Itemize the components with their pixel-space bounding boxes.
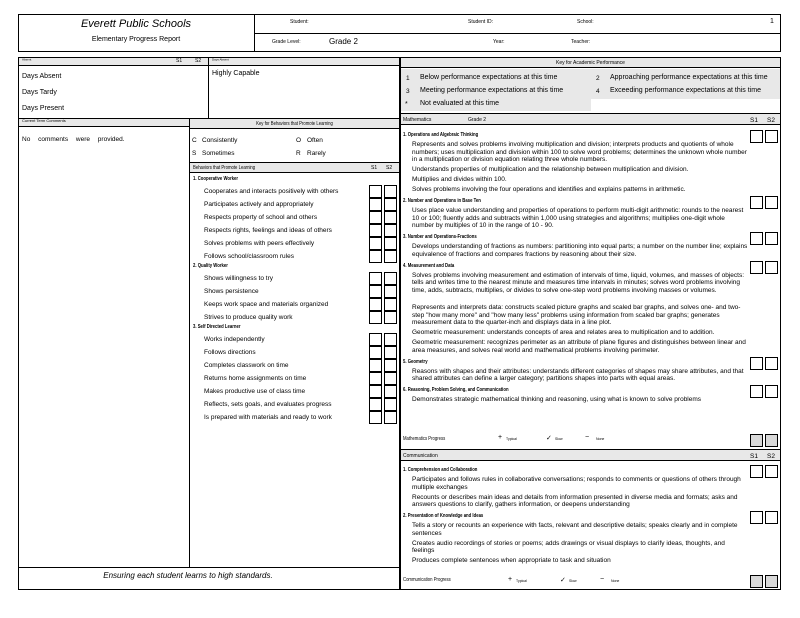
behavior-s2-box: [384, 250, 397, 263]
math-section-title: 1. Operations and Algebraic Thinking: [403, 132, 479, 138]
key-text-c: Consistently: [202, 137, 238, 144]
comm-s2-box: [765, 511, 778, 524]
behavior-s1-box: [369, 411, 382, 424]
key-perf-code-2: 2: [596, 75, 600, 82]
behavior-s2-box: [384, 272, 397, 285]
comm-standard: Produces complete sentences when appropriate to task and situation: [412, 557, 611, 564]
math-standard: Solves problems involving measurement and estimation of intervals of time, liquid, volumes, and masses of objects: tells and writes time to the nearest minute and measures time intervals in minutes; solves word problems involving time, adds, subtracts, multiplies, or divides to solve one-step word problems involving masses or volumes.: [412, 271, 745, 294]
behavior-item: Respects rights, feelings and ideas of others: [204, 227, 332, 234]
page-number: 1: [770, 18, 774, 25]
comm-standard: Participates and follows rules in collaborative conversations; responds to comments or questions of others through multiple exchanges: [412, 476, 741, 491]
key-behaviors-title: Key for Behaviors that Promote Learning: [256, 121, 333, 127]
math-s1-box: [750, 385, 763, 398]
math-s2-box: [765, 232, 778, 245]
behavior-s1-box: [369, 311, 382, 324]
behavior-s2-box: [384, 211, 397, 224]
math-standard: Represents and solves problems involving multiplication and division; interprets products and quotients of whole numbers; uses multiplication and division within 100 to solve word problems; determines the unknown whole number in a multiplication or division equation relating three whole numbers.: [412, 141, 747, 163]
behavior-group-title: 2. Quality Worker: [193, 263, 228, 269]
comm-standard: Tells a story or recounts an experience with facts, relevant and descriptive details; speaks clearly and in complete sentences: [412, 522, 738, 537]
key-text-r: Rarely: [307, 150, 326, 157]
behavior-s2-box: [384, 285, 397, 298]
behavior-s2-box: [384, 185, 397, 198]
behavior-item: Returns home assignments on time: [204, 375, 307, 382]
key-code-s: S: [192, 150, 197, 157]
comm-key-slow-symbol: ✓: [560, 577, 566, 584]
behavior-item: Completes classwork on time: [204, 362, 289, 369]
key-performance-title: Key for Academic Performance: [556, 60, 625, 66]
comm-section-title: 2. Presentation of Knowledge and Ideas: [403, 513, 484, 519]
key-perf-text-4: Exceeding performance expectations at this time: [610, 87, 761, 94]
behavior-item: Makes productive use of class time: [204, 388, 306, 395]
math-standard: Demonstrates strategic mathematical thinking and reasoning, using what is known to solve problems: [412, 396, 702, 403]
math-standard: Develops understanding of fractions as numbers: partitioning into equal parts; a number on the number line; explains equivalence of fractions and compares fractions by reasoning about their size.: [412, 243, 748, 258]
key-perf-code-1: 1: [406, 75, 410, 82]
math-s1-box: [750, 261, 763, 274]
behavior-s1-box: [369, 298, 382, 311]
math-standard: Represents and interprets data: constructs scaled picture graphs and scaled bar graphs, and solves one- and two-step "how many more" and "how many less" problems using information from scaled bar graphs; generates measurement data to the quarter-inch and displays data in a line plot.: [412, 304, 741, 326]
math-s2-box: [765, 385, 778, 398]
comments-title: Current Term Comments: [22, 119, 66, 124]
behavior-item: Participates actively and appropriately: [204, 201, 314, 208]
comm-s2-box: [765, 465, 778, 478]
comm-key-none-symbol: −: [600, 576, 605, 583]
days-present-label: Days Present: [22, 105, 65, 112]
key-perf-text-2: Approaching performance expectations at this time: [610, 74, 768, 81]
math-title: Mathematics: [403, 117, 432, 123]
math-progress-label: Mathematics Progress: [403, 436, 446, 442]
behavior-s1-box: [369, 211, 382, 224]
behavior-s2-box: [384, 359, 397, 372]
math-s1-box: [750, 357, 763, 370]
key-code-o: O: [296, 137, 302, 144]
math-progress-s1: [750, 434, 763, 447]
behavior-s1-box: [369, 359, 382, 372]
key-perf-text-star: Not evaluated at this time: [420, 100, 499, 107]
attendance-header: Absent: [22, 58, 32, 62]
math-section-title: 4. Measurement and Data: [403, 262, 455, 269]
math-s2-box: [765, 130, 778, 143]
behavior-item: Is prepared with materials and ready to work: [204, 414, 332, 421]
behaviors-s1: S1: [371, 165, 378, 171]
days-tardy-label: Days Tardy: [22, 89, 57, 96]
comm-title: Communication: [403, 453, 438, 459]
behavior-item: Shows persistence: [204, 288, 259, 295]
math-key-none-symbol: −: [585, 434, 590, 441]
math-key-none: None: [596, 437, 605, 441]
math-key-typical-symbol: +: [498, 434, 503, 441]
behavior-s2-box: [384, 385, 397, 398]
comm-key-typical-symbol: +: [508, 576, 513, 583]
behavior-item: Works independently: [204, 336, 265, 343]
math-standard: Multiplies and divides within 100.: [412, 176, 507, 183]
comm-standard: Creates audio recordings of stories or poems; adds drawings or visual displays to clarify ideas, thoughts, and feelings: [412, 539, 725, 554]
key-text-o: Often: [307, 137, 323, 144]
comm-progress-s2: [765, 575, 778, 588]
behavior-s2-box: [384, 333, 397, 346]
behaviors-title: Behaviors that Promote Learning: [193, 165, 256, 171]
math-standard: Geometric measurement: understands concepts of area and relates area to multiplication and to addition.: [412, 329, 715, 336]
math-key-slow: Slow: [555, 437, 563, 441]
behavior-item: Follows directions: [204, 349, 256, 356]
comm-s1: S1: [750, 453, 758, 460]
behavior-s2-box: [384, 237, 397, 250]
behaviors-s2: S2: [386, 165, 393, 171]
school-name: Everett Public Schools: [80, 18, 192, 30]
behavior-s2-box: [384, 398, 397, 411]
attendance-s2: S2: [195, 58, 202, 64]
behavior-s2-box: [384, 411, 397, 424]
behavior-s1-box: [369, 198, 382, 211]
math-standard: Uses place value understanding and properties of operations to perform multi-digit arithmetic: rounds to the nearest 10 or 100; fluently adds and subtracts within 1,000 using strategies and algorithms; multiplies one-digit whole number by multiples of 10 in the range of 10 - 90.: [412, 207, 744, 229]
behavior-s2-box: [384, 298, 397, 311]
math-standard: Geometric measurement: recognizes perimeter as an attribute of plane figures and distinguishes between linear and area measures, and solves real world and mathematical problems involving perimeter.: [412, 339, 746, 354]
comm-s1-box: [750, 511, 763, 524]
grade-level-label: Grade Level:: [272, 39, 301, 45]
program-value: Highly Capable: [212, 70, 260, 77]
math-section-title: 2. Number and Operations in Base Ten: [403, 198, 481, 204]
behavior-s2-box: [384, 224, 397, 237]
comm-key-none: None: [611, 579, 620, 583]
math-s1-box: [750, 232, 763, 245]
behavior-item: Shows willingness to try: [204, 275, 273, 282]
comm-progress-label: Communication Progress: [403, 577, 451, 583]
report-title: Elementary Progress Report: [91, 36, 181, 43]
math-s1-box: [750, 130, 763, 143]
key-code-c: C: [192, 137, 197, 144]
behavior-s1-box: [369, 333, 382, 346]
math-s2-box: [765, 357, 778, 370]
behavior-item: Keeps work space and materials organized: [204, 301, 329, 308]
key-text-s: Sometimes: [202, 150, 235, 157]
comments-text: No comments were provided.: [22, 136, 125, 143]
math-s2-box: [765, 196, 778, 209]
key-perf-code-3: 3: [406, 88, 410, 95]
math-standard: Understands properties of multiplication and the relationship between multiplication and division.: [412, 166, 689, 173]
behavior-s1-box: [369, 272, 382, 285]
math-standard: Reasons with shapes and their attributes: understands different categories of shapes may share attributes, and that shared attributes can define a larger category; partitions shapes into parts with equal areas.: [412, 367, 744, 382]
math-grade: Grade 2: [468, 117, 487, 123]
comm-s1-box: [750, 465, 763, 478]
behavior-item: Cooperates and interacts positively with others: [204, 188, 339, 195]
math-section-title: 6. Reasoning, Problem Solving, and Communication: [403, 387, 509, 393]
attendance-s1: S1: [176, 58, 183, 64]
behavior-group-title: 1. Cooperative Worker: [193, 176, 239, 182]
behavior-s1-box: [369, 185, 382, 198]
behavior-item: Follows school/classroom rules: [204, 253, 294, 260]
math-progress-s2: [765, 434, 778, 447]
math-standard: Solves problems involving the four operations and identifies and explains patterns in arithmetic.: [412, 186, 686, 193]
comm-section-title: 1. Comprehension and Collaboration: [403, 467, 478, 473]
math-key-typical: Typical: [506, 437, 517, 441]
key-perf-text-1: Below performance expectations at this time: [420, 74, 558, 81]
comm-s2: S2: [767, 453, 775, 460]
behavior-item: Solves problems with peers effectively: [204, 240, 315, 247]
key-code-r: R: [296, 150, 301, 157]
behavior-s1-box: [369, 237, 382, 250]
behavior-s1-box: [369, 398, 382, 411]
comm-progress-s1: [750, 575, 763, 588]
behavior-item: Reflects, sets goals, and evaluates progress: [204, 401, 332, 408]
behavior-s1-box: [369, 372, 382, 385]
math-section-title: 3. Number and Operations-Fractions: [403, 234, 477, 240]
behavior-item: Respects property of school and others: [204, 214, 318, 221]
behavior-s1-box: [369, 285, 382, 298]
math-key-slow-symbol: ✓: [546, 435, 552, 442]
behavior-item: Strives to produce quality work: [204, 314, 293, 321]
behavior-s1-box: [369, 346, 382, 359]
key-perf-code-star: *: [405, 101, 408, 108]
grade-value: Grade 2: [329, 37, 358, 46]
math-section-title: 5. Geometry: [403, 358, 428, 365]
footer-motto: Ensuring each student learns to high standards.: [103, 571, 273, 580]
math-s1-box: [750, 196, 763, 209]
days-absent-label: Days Absent: [22, 73, 62, 80]
math-s2-box: [765, 261, 778, 274]
comm-key-typical: Typical: [516, 579, 527, 583]
key-perf-code-4: 4: [596, 88, 600, 95]
math-s2: S2: [767, 117, 775, 124]
behavior-s1-box: [369, 250, 382, 263]
behavior-s1-box: [369, 224, 382, 237]
behavior-s1-box: [369, 385, 382, 398]
key-perf-text-3: Meeting performance expectations at this time: [420, 87, 564, 94]
behavior-s2-box: [384, 198, 397, 211]
school-label: School:: [577, 19, 594, 25]
student-id-label: Student ID:: [468, 19, 494, 25]
comm-standard: Recounts or describes main ideas and details from information presented in diverse media and formats; asks and answers questions to clarify, gathers information, or deepens understanding: [412, 493, 738, 508]
behavior-s2-box: [384, 346, 397, 359]
behavior-group-title: 3. Self Directed Learner: [193, 324, 241, 330]
year-label: Year:: [493, 39, 505, 45]
student-label: Student:: [290, 19, 309, 25]
behavior-s2-box: [384, 372, 397, 385]
math-s1: S1: [750, 117, 758, 124]
teacher-label: Teacher:: [571, 39, 591, 45]
comm-key-slow: Slow: [569, 579, 577, 583]
behavior-s2-box: [384, 311, 397, 324]
program-header: Days Absent: [212, 58, 229, 62]
